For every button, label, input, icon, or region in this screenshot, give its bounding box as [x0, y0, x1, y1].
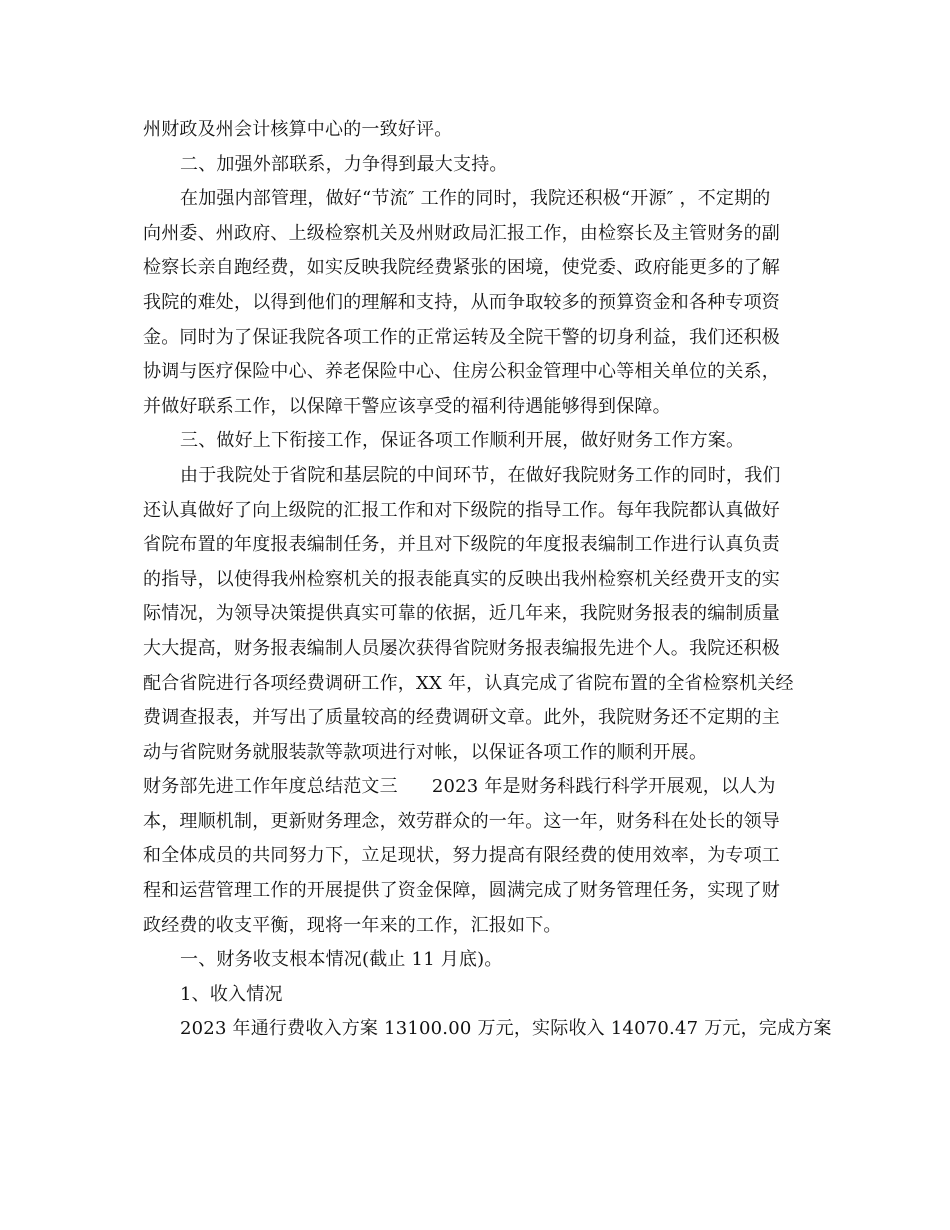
paragraph-line: 配合省院进行各项经费调研工作，XX 年，认真完成了省院布置的全省检察机关经	[143, 672, 794, 694]
paragraph-line: 大大提高，财务报表编制人员屡次获得省院财务报表编报先进个人。我院还积极	[143, 637, 780, 659]
section-first-line: 2023 年是财务科践行科学开展观，以人为	[431, 776, 776, 798]
heading-line: 一、财务收支根本情况(截止 11 月底)。	[180, 949, 503, 971]
paragraph-line: 金。同时为了保证我院各项工作的正常运转及全院干警的切身利益，我们还积极	[143, 326, 780, 348]
heading-line: 三、做好上下衔接工作，保证各项工作顺利开展，做好财务工作方案。	[180, 430, 745, 452]
paragraph-line: 的指导，以使得我州检察机关的报表能真实的反映出我州检察机关经费开支的实	[143, 568, 780, 590]
paragraph-line: 由于我院处于省院和基层院的中间环节，在做好我院财务工作的同时，我们	[180, 464, 781, 486]
heading-line: 二、加强外部联系，力争得到最大支持。	[180, 153, 508, 175]
paragraph-line: 政经费的收支平衡，现将一年来的工作，汇报如下。	[143, 914, 562, 936]
paragraph-line: 本，理顺机制，更新财务理念，效劳群众的一年。这一年，财务科在处长的领导	[143, 810, 780, 832]
paragraph-line: 际情况，为领导决策提供真实可靠的依据，近几年来，我院财务报表的编制质量	[143, 603, 780, 625]
document-body	[143, 113, 832, 1047]
paragraph-line: 州财政及州会计核算中心的一致好评。	[143, 119, 453, 140]
section-title-line	[143, 770, 823, 805]
paragraph-line: 费调查报表，并写出了质量较高的经费调研文章。此外，我院财务还不定期的主	[143, 707, 780, 729]
paragraph-line: 和全体成员的共同努力下，立足现状，努力提高有限经费的使用效率，为专项工	[143, 845, 780, 867]
paragraph-line: 并做好联系工作，以保障干警应该享受的福利待遇能够得到保障。	[143, 395, 671, 417]
paragraph-line: 协调与医疗保险中心、养老保险中心、住房公积金管理中心等相关单位的关系，	[143, 361, 780, 383]
paragraph-line: 我院的难处，以得到他们的理解和支持，从而争取较多的预算资金和各种专项资	[143, 291, 780, 313]
paragraph-line: 程和运营管理工作的开展提供了资金保障，圆满完成了财务管理任务，实现了财	[143, 880, 780, 902]
paragraph-line: 向州委、州政府、上级检察机关及州财政局汇报工作，由检察长及主管财务的副	[143, 222, 780, 244]
paragraph-line: 检察长亲自跑经费，如实反映我院经费紧张的困境，使党委、政府能更多的了解	[143, 257, 780, 279]
paragraph-line: 还认真做好了向上级院的汇报工作和对下级院的指导工作。每年我院都认真做好	[143, 499, 780, 521]
paragraph-line: 动与省院财务就服装款等款项进行对帐，以保证各项工作的顺利开展。	[143, 741, 708, 763]
heading-line: 1、收入情况	[180, 983, 283, 1005]
section-title: 财务部先进工作年度总结范文三	[143, 776, 398, 798]
paragraph-line: 在加强内部管理，做好“节流″ 工作的同时，我院还积极“开源″ ，不定期的	[180, 188, 771, 210]
paragraph-line: 2023 年通行费收入方案 13100.00 万元，实际收入 14070.47 万元，完成方案	[180, 1018, 832, 1040]
paragraph-line: 省院布置的年度报表编制任务，并且对下级院的年度报表编制工作进行认真负责	[143, 534, 780, 556]
